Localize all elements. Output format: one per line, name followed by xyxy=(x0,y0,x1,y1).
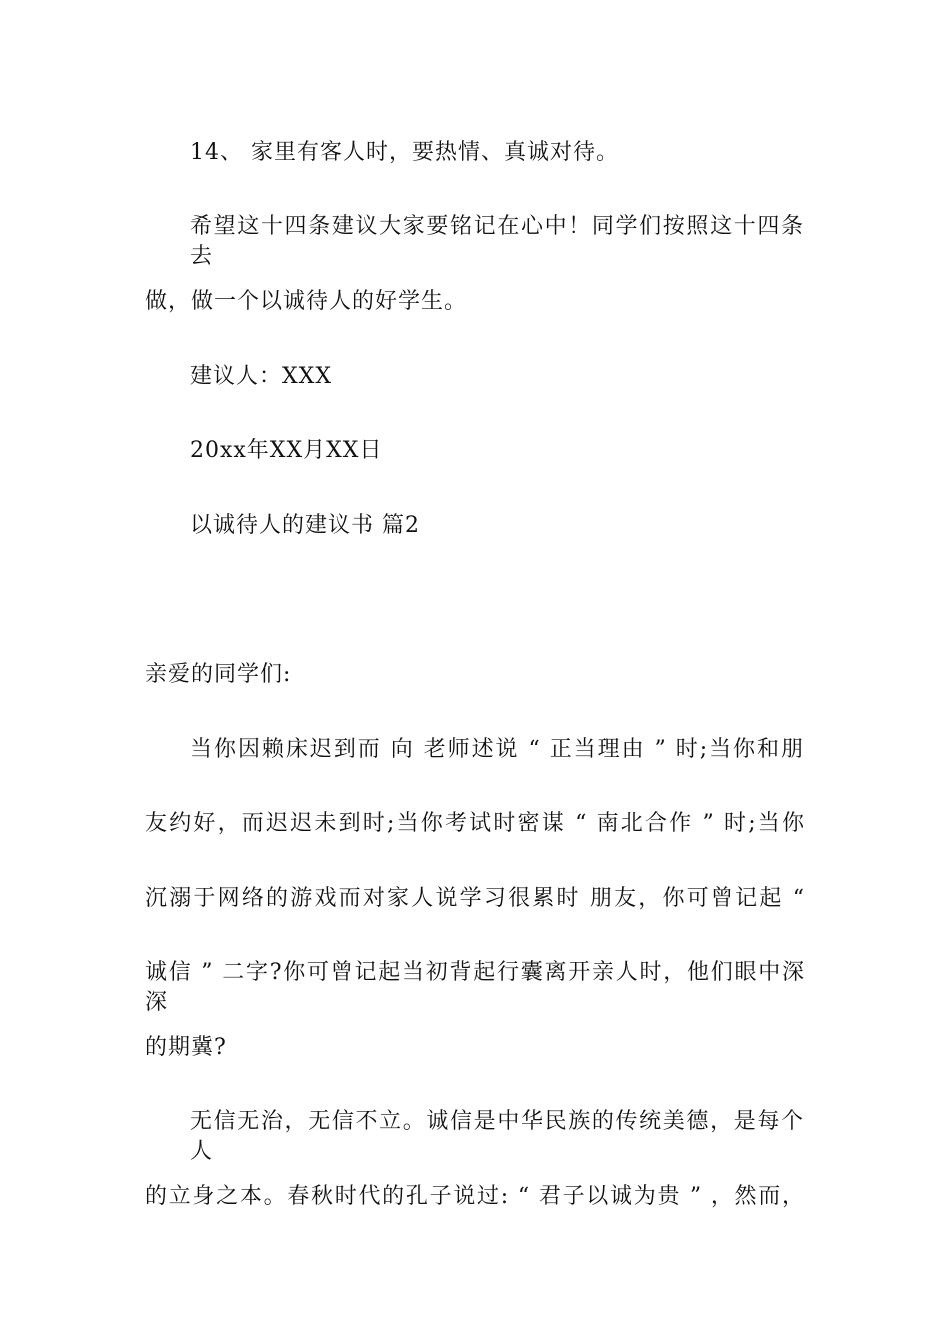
paragraph-2-line-2: 的立身之本。春秋时代的孔子说过: “ 君子以诚为贵 ” ，然而， xyxy=(145,1184,805,1209)
proposer-signature: 建议人：XXX xyxy=(190,364,332,389)
paragraph-1-line-4: 诚信 ” 二字?你可曾记起当初背起行囊离开亲人时，他们眼中深深 xyxy=(145,960,805,1015)
paragraph-2-line-1: 无信无治，无信不立。诚信是中华民族的传统美德，是每个人 xyxy=(190,1109,804,1164)
closing-paragraph-line-1: 希望这十四条建议大家要铭记在心中！同学们按照这十四条去 xyxy=(190,214,804,269)
paragraph-1-line-2: 友约好，而迟迟未到时;当你考试时密谋 “ 南北合作 ” 时;当你 xyxy=(145,811,805,836)
paragraph-1-line-5: 的期冀? xyxy=(145,1035,227,1060)
paragraph-1-line-1: 当你因赖床迟到而 向 老师述说 “ 正当理由 ” 时;当你和朋 xyxy=(190,737,804,762)
item-14-text: 14、 家里有客人时，要热情、真诚对待。 xyxy=(190,140,619,165)
closing-paragraph-line-2: 做，做一个以诚待人的好学生。 xyxy=(145,289,468,314)
section-title: 以诚待人的建议书 篇2 xyxy=(190,513,420,538)
date-line: 20xx年XX月XX日 xyxy=(190,438,383,463)
paragraph-1-line-3: 沉溺于网络的游戏而对家人说学习很累时 朋友，你可曾记起 “ xyxy=(145,886,805,911)
letter-greeting: 亲爱的同学们: xyxy=(145,662,292,687)
